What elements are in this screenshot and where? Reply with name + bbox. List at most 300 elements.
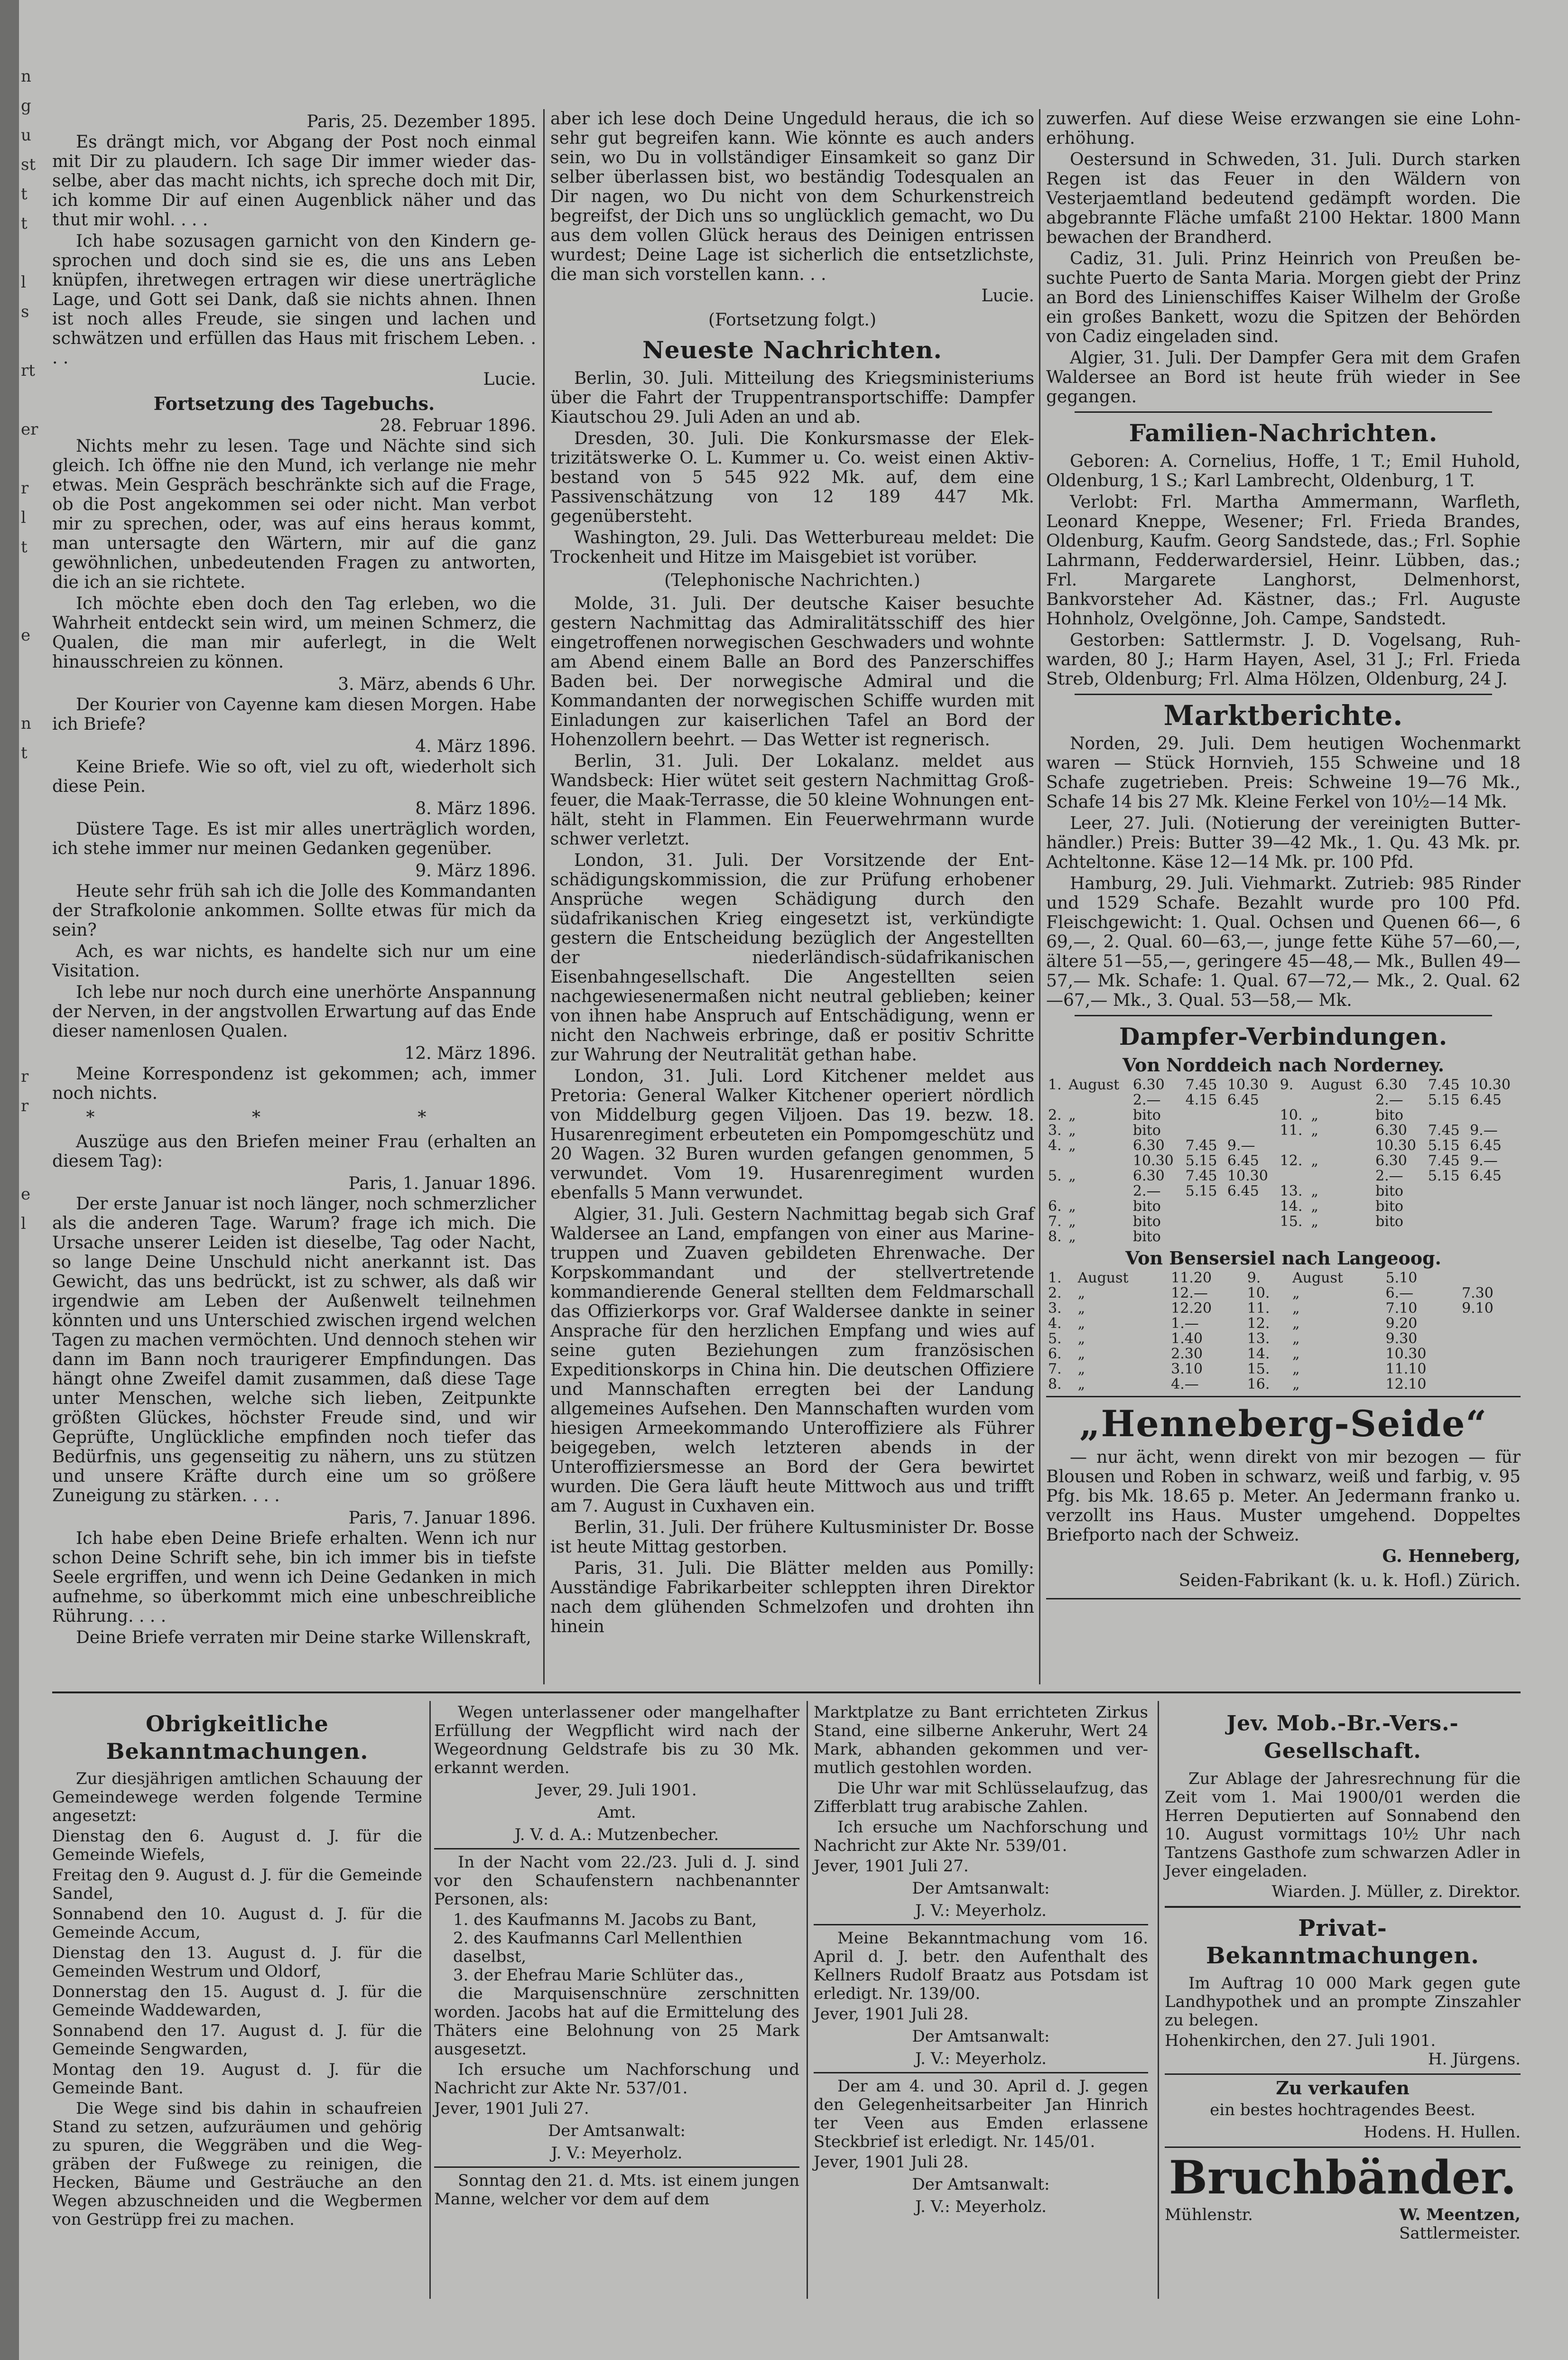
- notice-date: Jever, 1901 Juli 27.: [814, 1857, 969, 1876]
- table-cell: „: [1311, 1107, 1318, 1124]
- article-paragraph: Berlin, 31. Juli. Der Lokalanz. meldet aus Wandsbeck: Hier wütet seit gestern Nachmittag Großfeuer, die Maak-Terrasse, die 50 kleine Wohnungen enthält, steht in Flammen. Ein Feuerwehrmann wurde schwer verletzt.: [550, 752, 1034, 849]
- table-cell: [1225, 1123, 1278, 1138]
- ad-address: Mühlenstr.: [1165, 2205, 1253, 2224]
- table-row: [1046, 1316, 1521, 1331]
- table-cell: 6.: [1048, 1346, 1062, 1362]
- ad-brand-title: „Henneberg-Seide“: [1079, 1403, 1488, 1445]
- table-cell: [1225, 1108, 1278, 1123]
- notice-signature: Wiarden. J. Müller, z. Direktor.: [1271, 1882, 1521, 1901]
- table-cell: [1460, 1362, 1521, 1377]
- article-paragraph: Algier, 31. Juli. Der Dampfer Gera mit dem Grafen Waldersee an Bord ist heute früh wieder in See gegangen.: [1046, 348, 1521, 407]
- table-cell: 4.15: [1185, 1092, 1217, 1108]
- article-paragraph: London, 31. Juli. Der Vorsitzende der Entschädigungskommission, die zur Prüfung erhobener Ansprüche wegen Schädigung durch den südafrikanischen Krieg eingesetzt ist, verkündigte gestern die Entscheidung bezüglich der Angestellten der niederländisch-südafrikanischen Eisenbahngesellschaft. Die Angestellten seien nachgewiesenermaßen nicht neutral geblieben; keiner von ihnen habe Anspruch auf Entschädigung, wenn er nicht den Nachweis erbringe, daß er positiv Schritte zur Wahrung der Neutralität gethan habe.: [550, 851, 1034, 1065]
- table-row: [1046, 1229, 1521, 1245]
- for-sale-heading: Zu verkaufen: [1276, 2077, 1410, 2099]
- notice-signature: J. V.: Meyerholz.: [915, 2197, 1047, 2216]
- table-row: [1046, 1093, 1521, 1108]
- article-paragraph: Algier, 31. Juli. Gestern Nachmittag begab sich Graf Waldersee an Land, empfangen von einer aus Marinetruppen und Zuaven gebildeten Ehrenwache. Der Korpskommandant und der stellvertretende kommandierende General stellten dem Feldmarschall das Offizierkorps vor. Graf Waldersee dankte in seiner Ansprache für den herzlichen Empfang und wies auf seine guten Beziehungen zum französischen Expeditionskorps in China hin. Die deutschen Offiziere und Mannschaften erregten bei der Landung allgemeines Aufsehen. Den Mannschaften wurden vom hiesigen Armeekommando Unteroffiziere als Führer beigegeben, welch letzteren abends in der Unteroffiziersmesse an Bord der Gera bewirtet wurden. Die Gera läuft heute Mittwoch aus und trifft am 7. August in Cuxhaven ein.: [550, 1205, 1034, 1516]
- dateline: Paris, 7. Januar 1896.: [348, 1508, 536, 1528]
- table-cell: „: [1311, 1122, 1318, 1139]
- table-cell: 9.: [1280, 1077, 1294, 1093]
- table-cell: 12.: [1280, 1152, 1303, 1169]
- notice-office: Der Amtsanwalt:: [912, 2175, 1050, 2194]
- notice-date-item: Sonnabend den 17. August d. J. für die Gemeinde Sengwarden,: [52, 2021, 422, 2059]
- table-cell: 5.15: [1428, 1137, 1460, 1154]
- article-paragraph: Auszüge aus den Briefen meiner Frau (erhalten an diesem Tag):: [52, 1132, 536, 1171]
- notice-text: Ich ersuche um Nachforschung und Nachricht zur Akte Nr. 539/01.: [814, 1818, 1148, 1855]
- table-cell: [1468, 1184, 1521, 1199]
- table-cell: [1460, 1377, 1521, 1392]
- notice-signature: Hodens. H. Hullen.: [1364, 2123, 1521, 2142]
- notice-date: Jever, 29. Juli 1901.: [537, 1781, 697, 1800]
- rule: [814, 1924, 1148, 1925]
- table-cell: „: [1068, 1213, 1076, 1230]
- table-cell: [1426, 1108, 1468, 1123]
- table-cell: 6.45: [1227, 1152, 1259, 1169]
- table-cell: [1184, 1229, 1225, 1245]
- dateline: 9. März 1896.: [415, 861, 536, 881]
- dateline: 4. März 1896.: [415, 737, 536, 756]
- table-cell: 4.—: [1171, 1376, 1199, 1393]
- table-cell: 2.—: [1375, 1168, 1403, 1184]
- notice-text: Die Uhr war mit Schlüsselaufzug, das Zifferblatt trug arabische Zahlen.: [814, 1779, 1148, 1816]
- dateline: Paris, 25. Dezember 1895.: [306, 112, 536, 131]
- article-paragraph: Molde, 31. Juli. Der deutsche Kaiser besuchte gestern Nachmittag das Admiralitätsschiff des hier eingetroffenen norwegischen Geschwaders und wohnte am Abend einem Balle an Bord des Panzerschiffes Baden bei. Der norwegische Admiral und die Kommandanten der norwegischen Schiffe wurden mit Einladungen zur kaiserlichen Tafel an Bord der Hohenzollern beehrt. — Das Wetter ist regnerisch.: [550, 594, 1034, 750]
- article-paragraph: Ich möchte eben doch den Tag erleben, wo die Wahrheit entdeckt sein wird, um meinen Schmerz, die Qualen, die man mir auferlegt, in die Welt hinausschreien zu können.: [52, 594, 536, 672]
- table-cell: 15.: [1280, 1213, 1303, 1230]
- table-cell: 9.: [1247, 1270, 1261, 1286]
- table-cell: 6.30: [1375, 1122, 1407, 1139]
- table-cell: „: [1292, 1346, 1300, 1362]
- article-paragraph: Deine Briefe verraten mir Deine starke Willenskraft,: [76, 1628, 531, 1647]
- rule: [1165, 2073, 1521, 2075]
- table-cell: 10.30: [1385, 1346, 1427, 1362]
- table-cell: August: [1292, 1270, 1343, 1286]
- table-cell: 6.: [1048, 1198, 1062, 1215]
- rule: [814, 2072, 1148, 2073]
- table-cell: [1426, 1214, 1468, 1229]
- schedule-heading-langeoog: Von Bensersiel nach Langeoog.: [1125, 1247, 1441, 1269]
- table-cell: [1426, 1184, 1468, 1199]
- table-cell: 7.45: [1185, 1168, 1217, 1184]
- table-cell: „: [1068, 1198, 1076, 1215]
- table-cell: 7.45: [1185, 1137, 1217, 1154]
- table-cell: „: [1068, 1107, 1076, 1124]
- table-cell: [1278, 1093, 1309, 1108]
- table-cell: 11.: [1247, 1300, 1270, 1317]
- table-cell: [1426, 1229, 1468, 1245]
- family-news-entry: Gestorben: Sattlermstr. J. D. Vogelsang, Ruhwarden, 80 J.; Harm Hayen, Asel, 31 J.; Frl. Frieda Streb, Oldenburg; Frl. Alma Hölzen, Oldenburg, 24 J.: [1046, 631, 1521, 689]
- table-cell: „: [1068, 1168, 1076, 1184]
- article-paragraph: Der Kourier von Cayenne kam diesen Morgen. Habe ich Briefe?: [52, 695, 536, 734]
- article-paragraph: Ich habe eben Deine Briefe erhalten. Wenn ich nur schon Deine Schrift sehe, bin ich immer bis in tiefste Seele ergriffen, und wenn ich Deine Gedanken in mich aufnehme, so überkommt mich eine unbeschreibliche Rührung. . . .: [52, 1529, 536, 1626]
- table-row: [1046, 1108, 1521, 1123]
- bottom-column-3: [814, 1703, 1148, 2220]
- table-cell: 10.: [1280, 1107, 1303, 1124]
- notice-signature: J. V.: Meyerholz.: [551, 2144, 683, 2163]
- rule: [1075, 411, 1492, 413]
- table-cell: „: [1077, 1300, 1086, 1317]
- article-paragraph: Es drängt mich, vor Abgang der Post noch einmal mit Dir zu plaudern. Ich sage Dir immer wieder dasselbe, aber das macht nichts, ich spreche doch mit Dir, ich komme Dir auf einen Augenblick näher und das thut mir wohl. . . .: [52, 132, 536, 230]
- table-cell: bito: [1375, 1213, 1403, 1230]
- dateline: 28. Februar 1896.: [380, 416, 536, 436]
- dateline: 8. März 1896.: [415, 799, 536, 818]
- dateline: 12. März 1896.: [404, 1044, 536, 1063]
- table-cell: „: [1311, 1152, 1318, 1169]
- table-cell: 7.45: [1428, 1077, 1460, 1093]
- henneberg-seide-ad: [1046, 1396, 1521, 1599]
- table-cell: 7.10: [1385, 1300, 1418, 1317]
- table-cell: bito: [1132, 1198, 1161, 1215]
- table-cell: 4.: [1048, 1137, 1062, 1154]
- table-cell: 8.: [1048, 1228, 1062, 1245]
- insurance-society-heading: Jev. Mob.-Br.-Vers.-Gesellschaft.: [1226, 1711, 1459, 1763]
- notice-date: Jever, 1901 Juli 27.: [434, 2099, 589, 2118]
- table-cell: „: [1292, 1361, 1300, 1377]
- table-row: [1046, 1347, 1521, 1362]
- centered-note: (Telephonische Nachrichten.): [664, 571, 920, 590]
- table-cell: [1460, 1347, 1521, 1362]
- table-cell: bito: [1375, 1198, 1403, 1215]
- article-paragraph: Oestersund in Schweden, 31. Juli. Durch starken Regen ist das Feuer in den Wäldern von Vesterjaemtland bedeutend gedämpft worden. Die abgebrannte Fläche umfaßt 2100 Hektar. 1800 Mann bewachen der Brandherd.: [1046, 150, 1521, 247]
- table-cell: 6.—: [1385, 1285, 1414, 1301]
- table-cell: 10.30: [1375, 1137, 1416, 1154]
- table-cell: 10.30: [1227, 1168, 1268, 1184]
- rule: [1165, 2146, 1521, 2148]
- table-cell: „: [1292, 1285, 1300, 1301]
- table-cell: 11.20: [1171, 1270, 1212, 1286]
- notice-signature: J. V.: Meyerholz.: [915, 1901, 1047, 1920]
- article-paragraph: Meine Korrespondenz ist gekommen; ach, immer noch nichts.: [52, 1064, 536, 1103]
- table-cell: 1.40: [1171, 1330, 1203, 1347]
- table-cell: „: [1311, 1198, 1318, 1215]
- notice-text: Ich ersuche um Nachforschung und Nachricht zur Akte Nr. 537/01.: [434, 2060, 799, 2098]
- article-paragraph: Der erste Januar ist noch länger, noch schmerzlicher als die anderen Tage. Warum? frage ich mich. Die Ursache unserer Leiden ist dieselbe, Tag oder Nacht, so lange Deine Unschuld nicht anerkannt ist. Das Gewicht, das uns bedrückt, ist zu schwer, als daß wir irgendwie am Leben der Außenwelt teilnehmen könnten und uns Unterschied zwischen irgend welchen Tagen zu machen vermöchten. Und dennoch stehen wir dann im Bann noch traurigerer Empfindungen. Das hängt ohne Zweifel damit zusammen, daß diese Tage unter Menschen, welche sich lieben, Zeitpunkte größten Glückes, höchster Freude sind, und wir Geprüfte, Unglückliche empfinden noch tiefer das Bedürfnis, uns gegenseitig zu nähern, uns zu stützen und unsere Kräfte durch eine um so größere Zuneigung zu stärken. . . .: [52, 1194, 536, 1505]
- notice-text: Marktplatze zu Bant errichteten Zirkus Stand, eine silberne Ankeruhr, Wert 24 Mark, abhanden gekommen und vermutlich gestohlen worden.: [814, 1703, 1148, 1777]
- adjacent-page-edge-text: n g u st t t l s rt er r l t e n t r r e l: [21, 67, 38, 1233]
- table-cell: [1309, 1093, 1373, 1108]
- table-cell: 15.: [1247, 1361, 1270, 1377]
- notice-date: Jever, 1901 Juli 28.: [814, 2005, 969, 2024]
- table-row: [1046, 1377, 1521, 1392]
- table-cell: bito: [1132, 1122, 1161, 1139]
- table-cell: [1067, 1153, 1131, 1169]
- table-cell: 5.: [1048, 1330, 1062, 1347]
- steamer-connections-heading: Dampfer-Verbindungen.: [1119, 1022, 1448, 1050]
- article-paragraph: Ich habe sozusagen garnicht von den Kindern gesprochen und doch sind sie es, die uns ans Leben knüpfen, ihretwegen ertragen wir diese unerträgliche Lage, und Gott sei Dank, daß sie nichts ahnen. Ihnen ist noch alles Freude, sie singen und lachen und schwätzen und erfüllen das Haus mit frischem Leben. . . .: [52, 232, 536, 368]
- table-cell: [1184, 1214, 1225, 1229]
- market-report: Norden, 29. Juli. Dem heutigen Wochenmarkt waren — Stück Hornvieh, 155 Schweine und 18 Schafe zugetrieben. Preis: Schweine 19—76 Mk., Schafe 14 bis 27 Mk. Kleine Ferkel von 10½—14 Mk.: [1046, 734, 1521, 812]
- table-row: [1046, 1271, 1521, 1286]
- table-cell: 10.30: [1132, 1152, 1174, 1169]
- table-row: [1046, 1301, 1521, 1316]
- article-paragraph: London, 31. Juli. Lord Kitchener meldet aus Pretoria: General Walker Kitchener operiert nördlich von Middelburg gegen Viljoen. Das 19. bezw. 18. Husarenregiment erbeuteten ein Pompomgeschütz und 20 Wagen. 32 Buren wurden gefangen genommen, 5 verwundet. Vom 19. Husarenregiment wurden ebenfalls 5 Mann verwundet.: [550, 1067, 1034, 1203]
- rule: [1165, 1906, 1521, 1908]
- rule: [1075, 1015, 1492, 1016]
- table-cell: „: [1077, 1346, 1086, 1362]
- notice-text: Zur Ablage der Jahresrechnung für die Zeit vom 1. Mai 1900/01 werden die Herren Deputierten auf Sonnabend den 10. August vormittags 10½ Uhr nach Tantzens Gasthofe zum schwarzen Adler in Jever eingeladen.: [1165, 1769, 1521, 1881]
- table-cell: 7.45: [1428, 1152, 1460, 1169]
- table-cell: 5.10: [1385, 1270, 1418, 1286]
- bottom-divider-2: [807, 1701, 808, 2299]
- table-cell: [1225, 1199, 1278, 1214]
- ad-body: — nur ächt, wenn direkt von mir bezogen — für Blousen und Roben in schwarz, weiß und farbig, v. 95 Pfg. bis Mk. 18.65 p. Meter. An Jedermann franko u. verzollt ins Haus. Muster umgehend. Doppeltes Briefporto nach der Schweiz.: [1046, 1448, 1521, 1545]
- table-cell: 9.30: [1385, 1330, 1418, 1347]
- table-cell: [1468, 1214, 1521, 1229]
- table-cell: [1184, 1108, 1225, 1123]
- schedule-table-norderney: [1046, 1078, 1521, 1245]
- table-cell: 9.—: [1227, 1137, 1255, 1154]
- market-reports-heading: Marktberichte.: [1163, 699, 1403, 732]
- table-cell: 12.: [1247, 1315, 1270, 1332]
- notice-intro: Zur diesjährigen amtlichen Schauung der Gemeindewege werden folgende Termine angesetzt:: [52, 1769, 422, 1825]
- separator-stars: * * *: [86, 1108, 502, 1127]
- table-cell: bito: [1132, 1213, 1161, 1230]
- schedule-table-langeoog: [1046, 1271, 1521, 1392]
- market-report: Leer, 27. Juli. (Notierung der vereinigten Butterhändler.) Preis: Butter 39—42 Mk., 1. Qu. 43 Mk. pr. Achteltonne. Käse 12—14 Mk. pr. 100 Pfd.: [1046, 814, 1521, 872]
- table-cell: 6.45: [1470, 1137, 1502, 1154]
- table-cell: [1468, 1199, 1521, 1214]
- table-cell: 4.: [1048, 1315, 1062, 1332]
- table-cell: 6.30: [1375, 1152, 1407, 1169]
- table-cell: [1278, 1229, 1309, 1245]
- section-rule: [52, 1691, 1521, 1693]
- article-paragraph: Cadiz, 31. Juli. Prinz Heinrich von Preußen besuchte Puerto de Santa Maria. Morgen giebt der Prinz an Bord des Linienschiffes Kaiser Wilhelm der Große ein großes Bankett, wozu die Spitzen der Behörden von Cadiz eingeladen sind.: [1046, 249, 1521, 346]
- table-cell: 5.15: [1428, 1168, 1460, 1184]
- table-cell: „: [1311, 1183, 1318, 1199]
- article-paragraph: Berlin, 30. Juli. Mitteilung des Kriegsministeriums über die Fahrt der Truppentransportschiffe: Dampfer Kiautschou 29. Juli Aden an und ab.: [550, 369, 1034, 427]
- article-paragraph: Paris, 31. Juli. Die Blätter melden aus Pomilly: Ausständige Fabrikarbeiter schleppten ihren Direktor nach dem glühenden Schmelzofen und drohten ihn hinein: [550, 1559, 1034, 1636]
- table-cell: 3.10: [1171, 1361, 1203, 1377]
- notice-list-item: 3. der Ehefrau Marie Schlüter das.,: [453, 1966, 744, 1985]
- ad-trade: Sattlermeister.: [1399, 2224, 1521, 2243]
- table-cell: „: [1077, 1376, 1086, 1393]
- table-cell: [1046, 1093, 1067, 1108]
- table-cell: 1.—: [1171, 1315, 1199, 1332]
- table-cell: [1225, 1214, 1278, 1229]
- notice-date-item: Donnerstag den 15. August d. J. für die Gemeinde Waddewarden,: [52, 1982, 422, 2020]
- table-cell: 7.30: [1462, 1285, 1494, 1301]
- article-paragraph: Düstere Tage. Es ist mir alles unerträglich worden, ich stehe immer nur meinen Gedanken gegenüber.: [52, 819, 536, 858]
- table-cell: 11.: [1280, 1122, 1303, 1139]
- table-cell: bito: [1132, 1228, 1161, 1245]
- family-news-entry: Verlobt: Frl. Martha Ammermann, Warfleth, Leonard Kneppe, Wesener; Frl. Frieda Brandes, Oldenburg, Kaufm. Georg Sandstede, das.; Frl. Sophie Lahrmann, Fedderwardersiel, Heinr. Lübben, das.; Frl. Margarete Langhorst, Delmenhorst, Bankvorsteher Ad. Kästner, das.; Frl. Auguste Hohnholz, Ovelgönne, Joh. Campe, Sandstedt.: [1046, 492, 1521, 629]
- table-cell: 6.45: [1470, 1168, 1502, 1184]
- table-cell: 14.: [1280, 1198, 1303, 1215]
- table-cell: [1373, 1229, 1426, 1245]
- bottom-column-2: [434, 1703, 799, 2211]
- table-cell: 10.: [1247, 1285, 1270, 1301]
- schedule-heading-norderney: Von Norddeich nach Norderney.: [1123, 1054, 1444, 1076]
- signature: Lucie.: [981, 286, 1034, 306]
- family-news-heading: Familien-Nachrichten.: [1129, 419, 1438, 447]
- table-cell: „: [1292, 1315, 1300, 1332]
- table-cell: [1460, 1331, 1521, 1347]
- notice-date-item: Montag den 19. August d. J. für die Gemeinde Bant.: [52, 2060, 422, 2098]
- table-row: [1046, 1286, 1521, 1301]
- notice-closing: Die Wege sind bis dahin in schaufreien Stand zu setzen, aufzuräumen und gehörig zu spuren, die Weggräben und die Weggräben der Fußwege zu reinigen, die Hecken, Bäume und Gesträuche an den Wegen abzuschneiden und die Wegbermen von Gestrüpp frei zu machen.: [52, 2099, 422, 2229]
- table-cell: 6.30: [1132, 1077, 1165, 1093]
- bottom-divider-1: [429, 1701, 431, 2299]
- subheading: Fortsetzung des Tagebuchs.: [153, 393, 435, 414]
- table-cell: [1046, 1184, 1067, 1199]
- table-row: [1046, 1169, 1521, 1184]
- table-cell: 2.—: [1132, 1183, 1161, 1199]
- table-row: [1046, 1214, 1521, 1229]
- table-row: [1046, 1138, 1521, 1153]
- table-cell: 6.30: [1132, 1137, 1165, 1154]
- table-cell: „: [1068, 1137, 1076, 1154]
- table-cell: [1426, 1199, 1468, 1214]
- notice-text: Wegen unterlassener oder mangelhafter Erfüllung der Wegpflicht wird nach der Wegeordnung Geldstrafe bis zu 30 Mk. erkannt werden.: [434, 1703, 799, 1777]
- column-divider-1: [543, 109, 545, 1684]
- rule: [434, 1848, 799, 1849]
- table-cell: [1309, 1229, 1373, 1245]
- notice-date: Hohenkirchen, den 27. Juli 1901.: [1165, 2031, 1436, 2050]
- notice-office: Der Amtsanwalt:: [548, 2121, 686, 2140]
- table-cell: 9.—: [1470, 1122, 1498, 1139]
- notice-date-item: Dienstag den 13. August d. J. für die Gemeinden Westrum und Oldorf,: [52, 1943, 422, 1981]
- column-2-news: [550, 109, 1034, 1638]
- section-heading: Neueste Nachrichten.: [642, 336, 942, 364]
- rule: [1075, 694, 1492, 695]
- table-cell: August: [1068, 1077, 1120, 1093]
- notice-list-item: 1. des Kaufmanns M. Jacobs zu Bant,: [453, 1910, 757, 1929]
- table-cell: 14.: [1247, 1346, 1270, 1362]
- table-cell: 7.45: [1428, 1122, 1460, 1139]
- table-cell: [1460, 1316, 1521, 1331]
- market-report: Hamburg, 29. Juli. Viehmarkt. Zutrieb: 985 Rinder und 1529 Schafe. Bezahlt wurde pro 100 Pfd. Fleischgewicht: 1. Qual. Ochsen und Quenen 66—, 6 69,—, 2. Qual. 60—63,—, junge fette Kühe 57—60,—, ältere 51—55,—, geringere 45—48,— Mk., Bullen 49—57,— Mk. Schafe: 1. Qual. 67—72,— Mk., 2. Qual. 62—67,— Mk., 3. Qual. 53—58,— Mk.: [1046, 874, 1521, 1010]
- bottom-column-official-notices: [52, 1703, 422, 2231]
- article-paragraph: Ich lebe nur noch durch eine unerhörte Anspannung der Nerven, in der angstvollen Erwartung auf das Ende dieser namenlosen Qualen.: [52, 983, 536, 1041]
- notice-office: Der Amtsanwalt:: [912, 2027, 1050, 2046]
- table-cell: August: [1077, 1270, 1129, 1286]
- notice-office: Der Amtsanwalt:: [912, 1879, 1050, 1898]
- table-cell: 12.20: [1171, 1300, 1212, 1317]
- table-cell: „: [1292, 1300, 1300, 1317]
- table-cell: „: [1068, 1122, 1076, 1139]
- table-cell: „: [1077, 1361, 1086, 1377]
- article-paragraph: Nichts mehr zu lesen. Tage und Nächte sind sich gleich. Ich öffne nie den Mund, ich verlange nie mehr etwas. Mein Gespräch beschränkte sich auf die Frage, ob die Post angekommen sei oder nicht. Man verbot mir zu sprechen, oder, was auf eins heraus kommt, man untersagte den Wärtern, mir auf die ganz gewöhnlichen, unbedeutenden Fragen zu antworten, die ich an sie richtete.: [52, 437, 536, 592]
- table-cell: „: [1077, 1330, 1086, 1347]
- table-cell: 5.15: [1185, 1183, 1217, 1199]
- table-cell: 10.30: [1227, 1077, 1268, 1093]
- article-paragraph: Ach, es war nichts, es handelte sich nur um eine Visitation.: [52, 942, 536, 981]
- table-cell: 5.15: [1185, 1152, 1217, 1169]
- table-row: [1046, 1331, 1521, 1347]
- table-cell: 6.45: [1227, 1092, 1259, 1108]
- table-cell: „: [1292, 1376, 1300, 1393]
- table-cell: [1460, 1271, 1521, 1286]
- official-notices-heading: Obrigkeitliche Bekanntmachungen.: [106, 1711, 369, 1764]
- notice-signature: J. V. d. A.: Mutzenbecher.: [514, 1825, 719, 1844]
- notice-text: die Marquisenschnüre zerschnitten worden. Jacobs hat auf die Ermittelung des Thäters eine Belohnung von 25 Mark ausgesetzt.: [434, 1984, 799, 2059]
- table-cell: 16.: [1247, 1376, 1270, 1393]
- table-row: [1046, 1362, 1521, 1377]
- continued-paragraph: aber ich lese doch Deine Ungeduld heraus, die ich so sehr gut begreifen kann. Wie könnte es auch anders sein, wo Du in vollständiger Einsamkeit so ganz Dir selber überlassen bist, wo beständig Todesqualen an Dir nagen, wo Du nicht von dem Schurkenstreich begreifst, der Dich uns so unglücklich gemacht, wo Du aus dem vollen Glück heraus des Deinigen entrissen wurdest; Deine Lage ist sicherlich die entsetzlichste, die man sich vorstellen kann. . .: [550, 109, 1034, 284]
- table-cell: [1278, 1169, 1309, 1184]
- notice-date-item: Freitag den 9. August d. J. für die Gemeinde Sandel,: [52, 1866, 422, 1903]
- article-paragraph: Washington, 29. Juli. Das Wetterbureau meldet: Die Trockenheit und Hitze im Maisgebiet ist vorüber.: [550, 528, 1034, 567]
- notice-date-item: Dienstag den 6. August d. J. für die Gemeinde Wiefels,: [52, 1827, 422, 1864]
- notice-date-item: Sonnabend den 10. August d. J. für die Gemeinde Accum,: [52, 1905, 422, 1942]
- article-paragraph: Keine Briefe. Wie so oft, viel zu oft, wiederholt sich diese Pein.: [52, 757, 536, 796]
- table-cell: 6.45: [1227, 1183, 1259, 1199]
- notice-list-item: 2. des Kaufmanns Carl Mellenthien daselbst,: [453, 1929, 742, 1966]
- table-row: [1046, 1123, 1521, 1138]
- notice-text: Meine Bekanntmachung vom 16. April d. J. betr. den Aufenthalt des Kellners Rudolf Braatz aus Potsdam ist erledigt. Nr. 139/00.: [814, 1929, 1148, 2003]
- notice-office: Amt.: [597, 1803, 636, 1822]
- table-cell: 8.: [1048, 1376, 1062, 1393]
- table-cell: 1.: [1048, 1077, 1062, 1093]
- table-row: [1046, 1199, 1521, 1214]
- table-cell: „: [1077, 1315, 1086, 1332]
- ad-firm: Seiden-Fabrikant (k. u. k. Hofl.) Zürich.: [1178, 1571, 1521, 1590]
- table-cell: [1468, 1108, 1521, 1123]
- table-cell: „: [1077, 1285, 1086, 1301]
- table-cell: [1309, 1138, 1373, 1153]
- binding-gutter: [0, 0, 19, 2360]
- table-cell: 6.30: [1132, 1168, 1165, 1184]
- article-paragraph: Heute sehr früh sah ich die Jolle des Kommandanten der Strafkolonie ankommen. Sollte etwas für mich da sein?: [52, 882, 536, 940]
- table-cell: 6.45: [1470, 1092, 1502, 1108]
- table-cell: [1184, 1199, 1225, 1214]
- notice-text: Im Auftrag 10 000 Mark gegen gute Landhypothek und an prompte Zinszahler zu belegen.: [1165, 1974, 1521, 2030]
- table-cell: 1.: [1048, 1270, 1062, 1286]
- bottom-divider-3: [1158, 1701, 1159, 2299]
- table-row: [1046, 1153, 1521, 1169]
- column-1-serial-story: [52, 109, 536, 1649]
- notice-text: ein bestes hochtragendes Beest.: [1210, 2100, 1475, 2119]
- table-cell: 2.—: [1132, 1092, 1161, 1108]
- table-cell: [1225, 1229, 1278, 1245]
- table-cell: „: [1292, 1330, 1300, 1347]
- notice-text: Sonntag den 21. d. Mts. ist einem jungen Manne, welcher vor dem auf dem: [434, 2171, 799, 2209]
- table-cell: 7.45: [1185, 1077, 1217, 1093]
- article-paragraph: Berlin, 31. Juli. Der frühere Kultusminister Dr. Bosse ist heute Mittag gestorben.: [550, 1518, 1034, 1557]
- truss-ad-title: Bruchbänder.: [1169, 2151, 1517, 2204]
- ad-name: W. Meentzen,: [1399, 2205, 1521, 2224]
- table-cell: 2.: [1048, 1285, 1062, 1301]
- table-cell: 9.—: [1470, 1152, 1498, 1169]
- table-cell: 9.10: [1462, 1300, 1494, 1317]
- table-cell: 13.: [1247, 1330, 1270, 1347]
- rule: [434, 2166, 799, 2168]
- table-cell: 9.20: [1385, 1315, 1418, 1332]
- table-cell: [1067, 1093, 1131, 1108]
- table-cell: [1278, 1138, 1309, 1153]
- table-cell: 3.: [1048, 1122, 1062, 1139]
- table-row: [1046, 1078, 1521, 1093]
- table-cell: 11.10: [1385, 1361, 1427, 1377]
- signature: Lucie.: [483, 370, 536, 389]
- column-divider-2: [1039, 109, 1040, 1684]
- notice-date: Jever, 1901 Juli 28.: [814, 2153, 969, 2172]
- family-news-entry: Geboren: A. Cornelius, Hoffe, 1 T.; Emil Huhold, Oldenburg, 1 S.; Karl Lambrecht, Oldenburg, 1 T.: [1046, 452, 1521, 491]
- notice-signature: J. V.: Meyerholz.: [915, 2049, 1047, 2068]
- table-cell: 2.30: [1171, 1346, 1203, 1362]
- ad-signature: G. Henneberg,: [1382, 1546, 1521, 1566]
- dateline: 3. März, abends 6 Uhr.: [338, 675, 536, 694]
- table-cell: [1468, 1229, 1521, 1245]
- table-cell: 13.: [1280, 1183, 1303, 1199]
- dateline: Paris, 1. Januar 1896.: [348, 1174, 536, 1193]
- table-cell: [1067, 1184, 1131, 1199]
- notice-text: In der Nacht vom 22./23. Juli d. J. sind vor den Schaufenstern nachbenannter Personen, als:: [434, 1853, 799, 1909]
- table-cell: bito: [1375, 1183, 1403, 1199]
- table-cell: 6.30: [1375, 1077, 1407, 1093]
- table-cell: bito: [1132, 1107, 1161, 1124]
